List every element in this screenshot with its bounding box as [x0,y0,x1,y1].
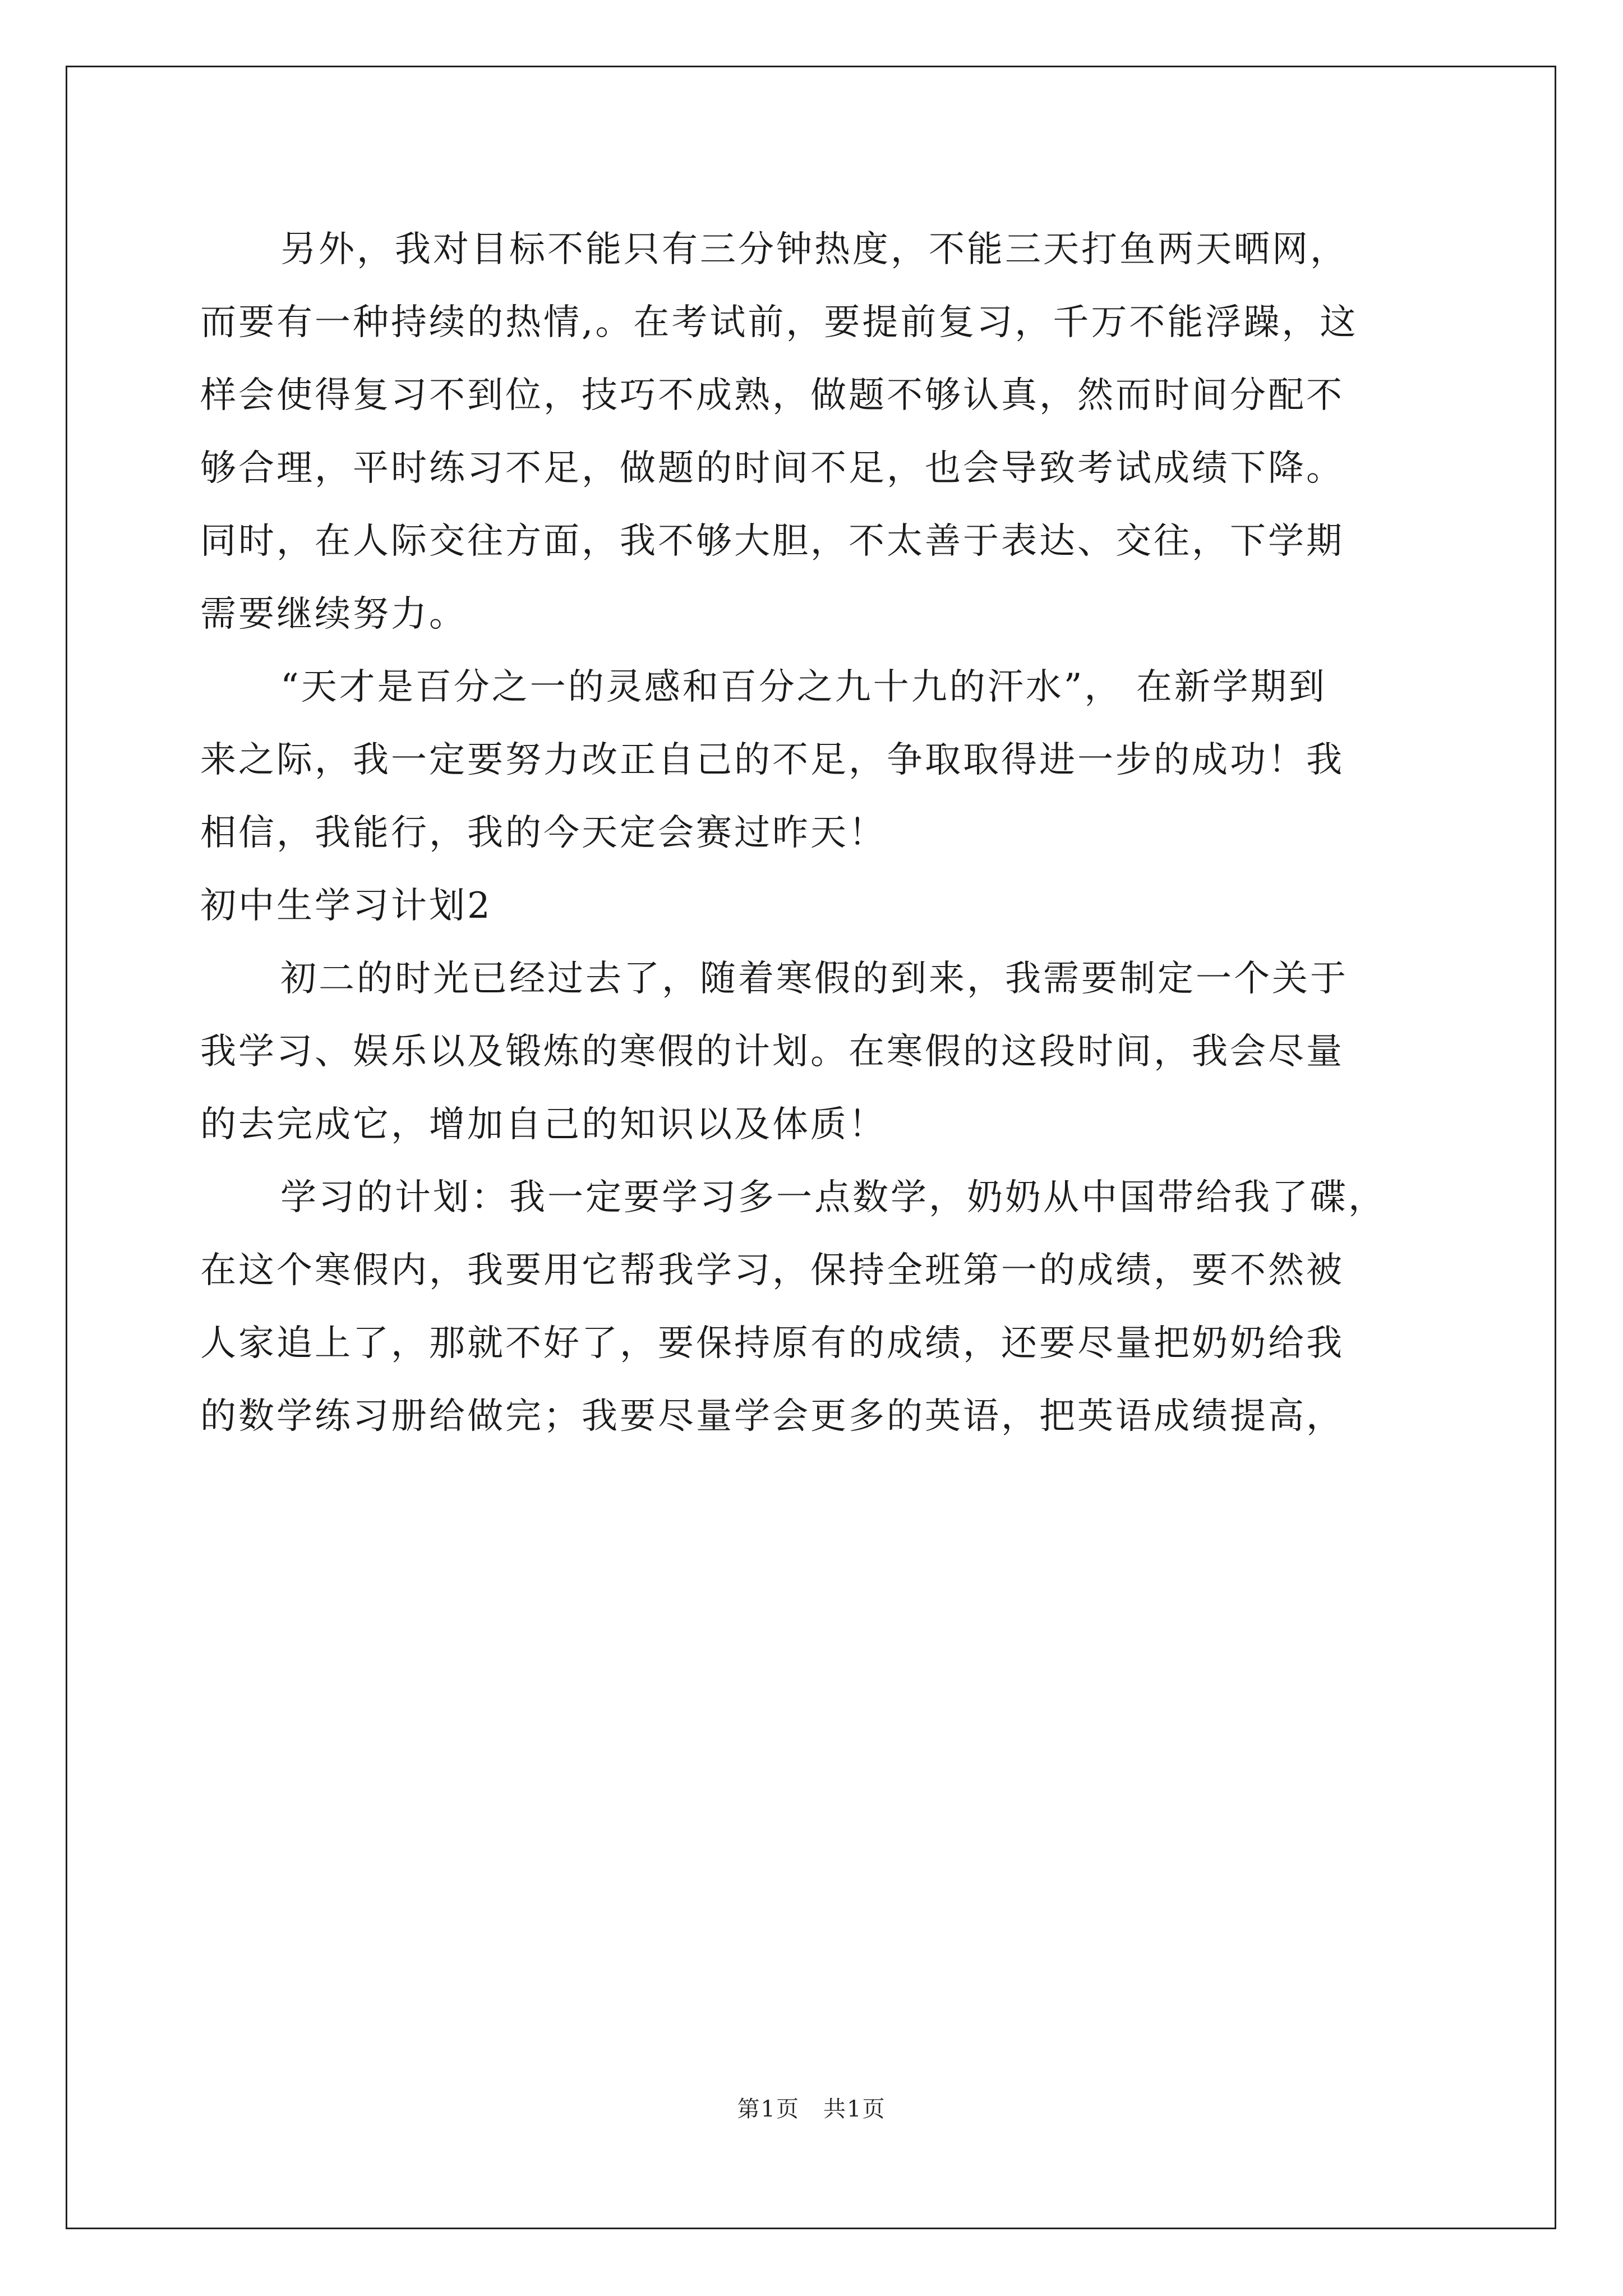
paragraph-line: 的去完成它，增加自己的知识以及体质！ [200,1104,887,1145]
paragraph-line: 的数学练习册给做完；我要尽量学会更多的英语，把英语成绩提高， [200,1396,1344,1437]
document-body [200,213,1434,1453]
paragraph-line: 来之际，我一定要努力改正自己的不足，争取取得进一步的成功！我 [200,739,1344,781]
paragraph-line: 在这个寒假内，我要用它帮我学习，保持全班第一的成绩，要不然被 [200,1250,1344,1291]
section-heading: 初中生学习计划2 [200,885,492,927]
paragraph-line: 而要有一种持续的热情,。在考试前，要提前复习，千万不能浮躁，这 [200,302,1358,343]
paragraph-line: 同时，在人际交往方面，我不够大胆，不太善于表达、交往，下学期 [200,521,1344,562]
paragraph-line: 我学习、娱乐以及锻炼的寒假的计划。在寒假的这段时间，我会尽量 [200,1031,1344,1073]
paragraph-line: 相信，我能行，我的今天定会赛过昨天！ [200,812,887,854]
page-footer: 第1页 共1页 [737,2096,886,2122]
paragraph-line: 样会使得复习不到位，技巧不成熟，做题不够认真，然而时间分配不 [200,375,1344,416]
paragraph-line: 初二的时光已经过去了，随着寒假的到来，我需要制定一个关于 [280,958,1348,1000]
paragraph-line: 够合理，平时练习不足，做题的时间不足，也会导致考试成绩下降。 [200,448,1344,489]
paragraph-line: 需要继续努力。 [200,593,467,635]
paragraph-line: 另外，我对目标不能只有三分钟热度，不能三天打鱼两天晒网， [280,229,1348,270]
paragraph-line: “天才是百分之一的灵感和百分之九十九的汗水”， 在新学期到 [280,666,1327,708]
paragraph-line: 人家追上了，那就不好了，要保持原有的成绩，还要尽量把奶奶给我 [200,1323,1344,1364]
paragraph-line: 学习的计划：我一定要学习多一点数学，奶奶从中国带给我了碟， [280,1177,1386,1218]
